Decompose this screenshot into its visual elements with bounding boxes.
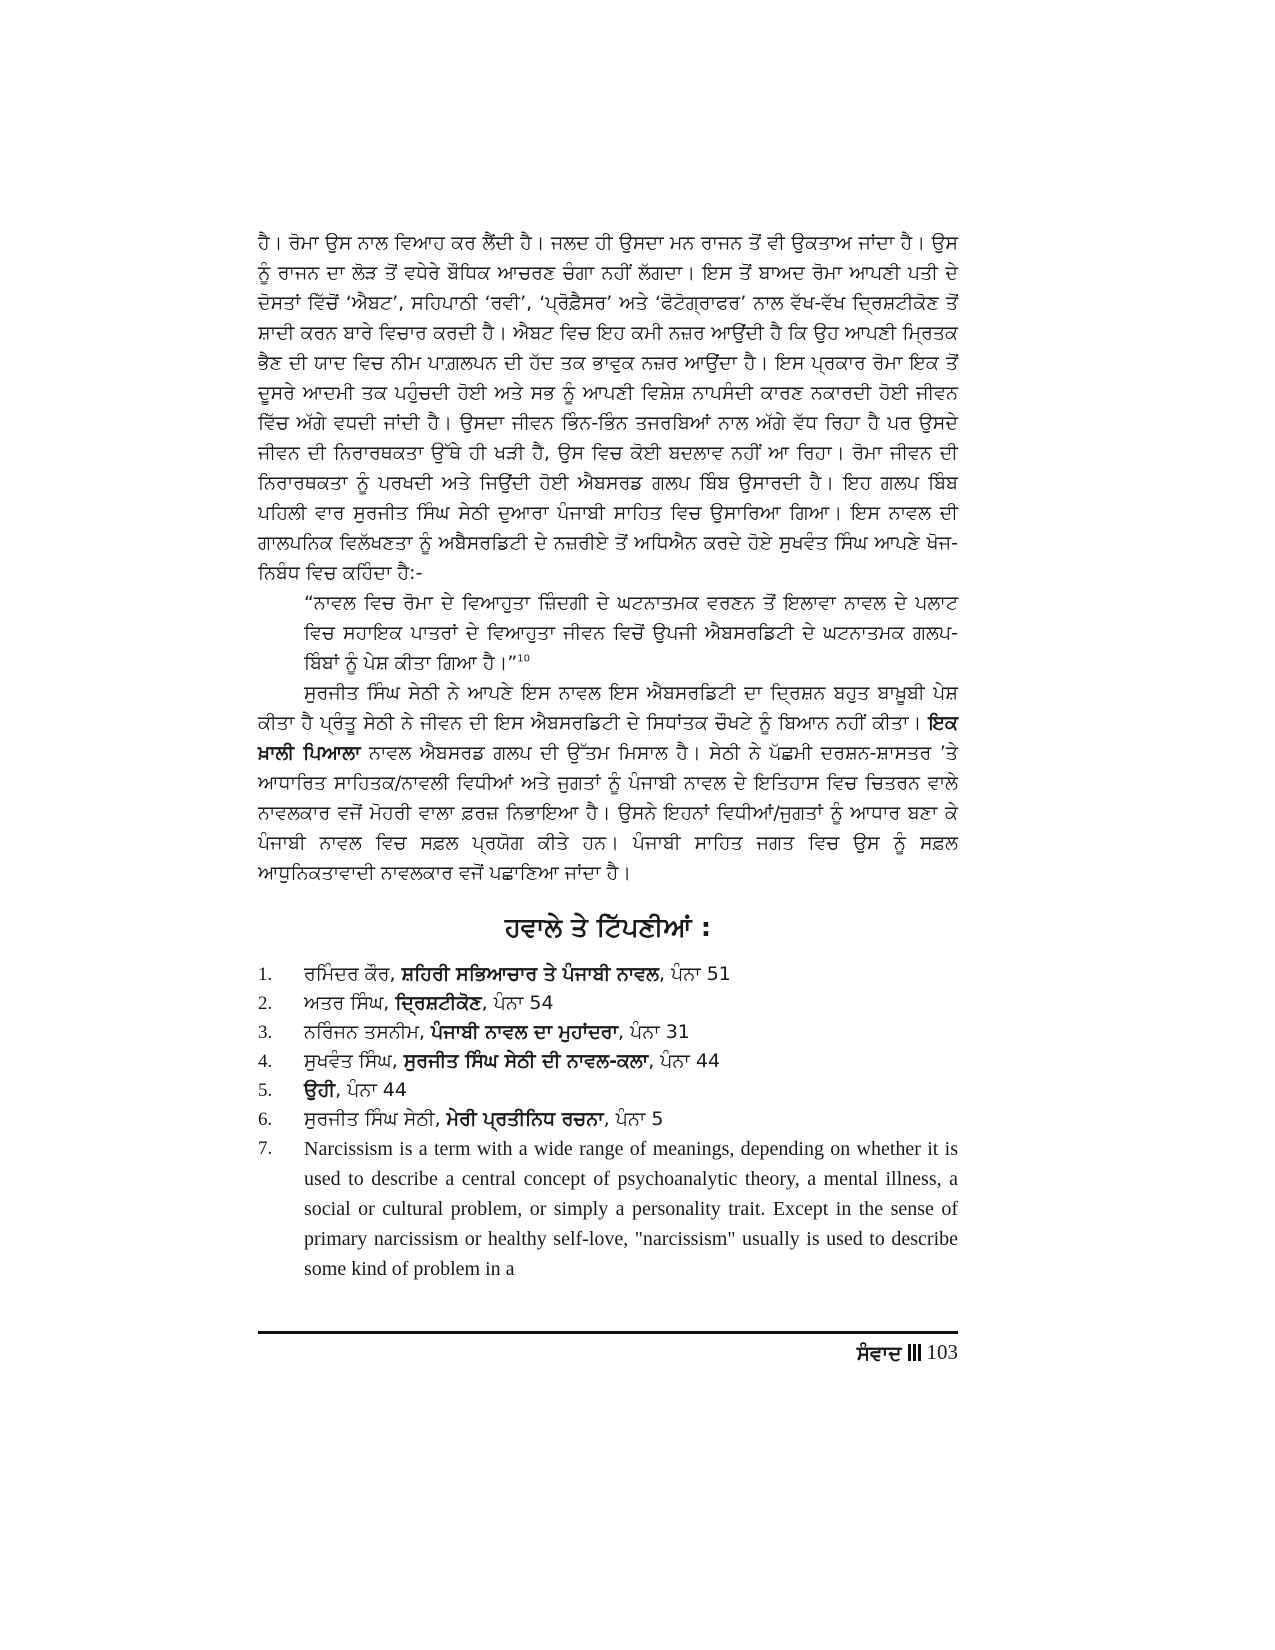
reference-item [258, 1105, 958, 1134]
reference-item [258, 1076, 958, 1105]
reference-item [258, 1047, 958, 1076]
reference-note-text: Narcissism is a term with a wide range of meanings, depending on whether it is used to describe a central concept of psychoanalytic theory, a mental illness, a social or cultural problem, or simply a personality trait. Except in the sense of primary narcissism or healthy self-love, "narcissism" usually is used to describe some kind of problem in a [304, 1138, 958, 1280]
reference-author: ਸੁਰਜੀਤ ਸਿੰਘ ਸੇਠੀ, [304, 1108, 447, 1130]
block-quote [304, 588, 958, 678]
page-number: 103 [926, 1340, 958, 1364]
paragraph-1: ਹੈ। ਰੋਮਾ ਉਸ ਨਾਲ ਵਿਆਹ ਕਰ ਲੈਂਦੀ ਹੈ। ਜਲਦ ਹੀ ਉਸਦਾ ਮਨ ਰਾਜਨ ਤੋਂ ਵੀ ਉਕਤਾਅ ਜਾਂਦਾ ਹੈ। ਉਸ ਨੂੰ ਰਾਜਨ ਦਾ ਲੋੜ ਤੋਂ ਵਧੇਰੇ ਬੌਧਿਕ ਆਚਰਣ ਚੰਗਾ ਨਹੀਂ ਲੱਗਦਾ। ਇਸ ਤੋਂ ਬਾਅਦ ਰੋਮਾ ਆਪਣੀ ਪਤੀ ਦੇ ਦੋਸਤਾਂ ਵਿੱਚੋਂ ‘ਐਬਟ’, ਸਹਿਪਾਠੀ ‘ਰਵੀ’, ‘ਪ੍ਰੋਫ਼ੈਸਰ’ ਅਤੇ ‘ਫੋਟੋਗ੍ਰਾਫਰ’ ਨਾਲ ਵੱਖ-ਵੱਖ ਦ੍ਰਿਸ਼ਟੀਕੋਣ ਤੋਂ ਸ਼ਾਦੀ ਕਰਨ ਬਾਰੇ ਵਿਚਾਰ ਕਰਦੀ ਹੈ। ਐਬਟ ਵਿਚ ਇਹ ਕਮੀ ਨਜ਼ਰ ਆਉਂਦੀ ਹੈ ਕਿ ਉਹ ਆਪਣੀ ਮ੍ਰਿਤਕ ਭੈਣ ਦੀ ਯਾਦ ਵਿਚ ਨੀਮ ਪਾਗ਼ਲਪਨ ਦੀ ਹੱਦ ਤਕ ਭਾਵੁਕ ਨਜ਼ਰ ਆਉਂਦਾ ਹੈ। ਇਸ ਪ੍ਰਕਾਰ ਰੋਮਾ ਇਕ ਤੋਂ ਦੂਸਰੇ ਆਦਮੀ ਤਕ ਪਹੁੰਚਦੀ ਹੋਈ ਅਤੇ ਸਭ ਨੂੰ ਆਪਣੀ ਵਿਸ਼ੇਸ਼ ਨਾਪਸੰਦੀ ਕਾਰਣ ਨਕਾਰਦੀ ਹੋਈ ਜੀਵਨ ਵਿੱਚ ਅੱਗੇ ਵਧਦੀ ਜਾਂਦੀ ਹੈ। ਉਸਦਾ ਜੀਵਨ ਭਿੰਨ-ਭਿੰਨ ਤਜਰਬਿਆਂ ਨਾਲ ਅੱਗੇ ਵੱਧ ਰਿਹਾ ਹੈ ਪਰ ਉਸਦੇ ਜੀਵਨ ਦੀ ਨਿਰਾਰਥਕਤਾ ਉੱਥੇ ਹੀ ਖੜੀ ਹੈ, ਉਸ ਵਿਚ ਕੋਈ ਬਦਲਾਵ ਨਹੀਂ ਆ ਰਿਹਾ। ਰੋਮਾ ਜੀਵਨ ਦੀ ਨਿਰਾਰਥਕਤਾ ਨੂੰ ਪਰਖਦੀ ਅਤੇ ਜਿਉਂਦੀ ਹੋਈ ਐਬਸਰਡ ਗਲਪ ਬਿੰਬ ਉਸਾਰਦੀ ਹੈ। ਇਹ ਗਲਪ ਬਿੰਬ ਪਹਿਲੀ ਵਾਰ ਸੁਰਜੀਤ ਸਿੰਘ ਸੇਠੀ ਦੁਆਰਾ ਪੰਜਾਬੀ ਸਾਹਿਤ ਵਿਚ ਉਸਾਰਿਆ ਗਿਆ। ਇਸ ਨਾਵਲ ਦੀ ਗਾਲਪਨਿਕ ਵਿਲੱਖਣਤਾ ਨੂੰ ਅਬੈਸਰਡਿਟੀ ਦੇ ਨਜ਼ਰੀਏ ਤੋਂ ਅਧਿਐਨ ਕਰਦੇ ਹੋਏ ਸੁਖਵੰਤ ਸਿੰਘ ਆਪਣੇ ਖੋਜ-ਨਿਬੰਧ ਵਿਚ ਕਹਿੰਦਾ ਹੈ:- [258, 232, 958, 584]
paragraph-2-part-b: ਨਾਵਲ ਐਬਸਰਡ ਗਲਪ ਦੀ ਉੱਤਮ ਮਿਸਾਲ ਹੈ। ਸੇਠੀ ਨੇ ਪੱਛਮੀ ਦਰਸ਼ਨ-ਸ਼ਾਸਤਰ ’ਤੇ ਆਧਾਰਿਤ ਸਾਹਿਤਕ/ਨਾਵਲੀ ਵਿਧੀਆਂ ਅਤੇ ਜੁਗਤਾਂ ਨੂੰ ਪੰਜਾਬੀ ਨਾਵਲ ਦੇ ਇਤਿਹਾਸ ਵਿਚ ਚਿਤਰਨ ਵਾਲੇ ਨਾਵਲਕਾਰ ਵਜੋਂ ਮੋਹਰੀ ਵਾਲਾ ਫ਼ਰਜ਼ ਨਿਭਾਇਆ ਹੈ। ਉਸਨੇ ਇਹਨਾਂ ਵਿਧੀਆਂ/ਜੁਗਤਾਂ ਨੂੰ ਆਧਾਰ ਬਣਾ ਕੇ ਪੰਜਾਬੀ ਨਾਵਲ ਵਿਚ ਸਫ਼ਲ ਪ੍ਰਯੋਗ ਕੀਤੇ ਹਨ। ਪੰਜਾਬੀ ਸਾਹਿਤ ਜਗਤ ਵਿਚ ਉਸ ਨੂੰ ਸਫ਼ਲ ਆਧੁਨਿਕਤਾਵਾਦੀ ਨਾਵਲਕਾਰ ਵਜੋਂ ਪਛਾਣਿਆ ਜਾਂਦਾ ਹੈ। [258, 742, 958, 884]
references-list [258, 960, 958, 1284]
page-footer [857, 1340, 958, 1365]
reference-item [258, 960, 958, 989]
reference-author: ਨਰਿੰਜਨ ਤਸਨੀਮ, [304, 1021, 432, 1043]
reference-page: , ਪੰਨਾ 54 [481, 992, 554, 1014]
separator-bars-icon [908, 1344, 921, 1361]
body-text [258, 228, 958, 888]
reference-number: 7. [258, 1138, 273, 1159]
footer-rule [258, 1331, 958, 1334]
reference-item-english [258, 1134, 958, 1284]
reference-item [258, 1018, 958, 1047]
reference-page: , ਪੰਨਾ 5 [603, 1108, 664, 1130]
paragraph-2-part-a: ਸੁਰਜੀਤ ਸਿੰਘ ਸੇਠੀ ਨੇ ਆਪਣੇ ਇਸ ਨਾਵਲ ਇਸ ਐਬਸਰਡਿਟੀ ਦਾ ਦ੍ਰਿਸ਼ਨ ਬਹੁਤ ਬਾਖ਼ੂਬੀ ਪੇਸ਼ ਕੀਤਾ ਹੈ ਪ੍ਰੰਤੂ ਸੇਠੀ ਨੇ ਜੀਵਨ ਦੀ ਇਸ ਐਬਸਰਡਿਟੀ ਦੇ ਸਿਧਾਂਤਕ ਚੌਖਟੇ ਨੂੰ ਬਿਆਨ ਨਹੀਂ ਕੀਤਾ। [258, 682, 958, 734]
paragraph-2 [258, 678, 958, 888]
reference-title: ਪੰਜਾਬੀ ਨਾਵਲ ਦਾ ਮੁਹਾਂਦਰਾ [431, 1021, 619, 1043]
reference-title: ਸ਼ਹਿਰੀ ਸਭਿਆਚਾਰ ਤੇ ਪੰਜਾਬੀ ਨਾਵਲ [401, 963, 660, 985]
reference-number: 6. [258, 1109, 273, 1130]
novel-title-bold: ਇਕ ਖ਼ਾਲੀ ਪਿਆਲਾ [258, 712, 958, 764]
reference-author: ਅਤਰ ਸਿੰਘ, [304, 992, 396, 1014]
references-heading: ਹਵਾਲੇ ਤੇ ਟਿੱਪਣੀਆਂ : [504, 913, 712, 943]
reference-title: ਸੁਰਜੀਤ ਸਿੰਘ ਸੇਠੀ ਦੀ ਨਾਵਲ-ਕਲਾ [403, 1050, 649, 1072]
reference-author: ਸੁਖਵੰਤ ਸਿੰਘ, [304, 1050, 404, 1072]
journal-name: ਸੰਵਾਦ [856, 1340, 902, 1365]
reference-number: 4. [258, 1051, 273, 1072]
reference-page: , ਪੰਨਾ 44 [648, 1050, 721, 1072]
reference-page: , ਪੰਨਾ 44 [335, 1079, 407, 1101]
reference-title: ਦ੍ਰਿਸ਼ਟੀਕੋਣ [395, 992, 482, 1014]
reference-title: ਮੇਰੀ ਪ੍ਰਤੀਨਿਧ ਰਚਨਾ [446, 1108, 604, 1130]
reference-number: 5. [258, 1080, 273, 1101]
reference-title: ਉਹੀ [304, 1079, 336, 1101]
reference-page: , ਪੰਨਾ 51 [659, 963, 731, 985]
reference-number: 2. [258, 993, 273, 1014]
quote-footnote-ref: 10 [517, 653, 530, 665]
reference-number: 3. [258, 1022, 273, 1043]
page-content [258, 228, 958, 1284]
reference-item [258, 989, 958, 1018]
reference-author: ਰਮਿੰਦਰ ਕੌਰ, [304, 963, 402, 985]
reference-number: 1. [258, 964, 273, 985]
quote-text: “ਨਾਵਲ ਵਿਚ ਰੋਮਾ ਦੇ ਵਿਆਹੁਤਾ ਜ਼ਿੰਦਗੀ ਦੇ ਘਟਨਾਤਮਕ ਵਰਣਨ ਤੋਂ ਇਲਾਵਾ ਨਾਵਲ ਦੇ ਪਲਾਟ ਵਿਚ ਸਹਾਇਕ ਪਾਤਰਾਂ ਦੇ ਵਿਆਹੁਤਾ ਜੀਵਨ ਵਿਚੋਂ ਉਪਜੀ ਐਬਸਰਡਿਟੀ ਦੇ ਘਟਨਾਤਮਕ ਗਲਪ-ਬਿੰਬਾਂ ਨੂੰ ਪੇਸ਼ ਕੀਤਾ ਗਿਆ ਹੈ।” [304, 592, 958, 674]
reference-page: , ਪੰਨਾ 31 [618, 1021, 690, 1043]
